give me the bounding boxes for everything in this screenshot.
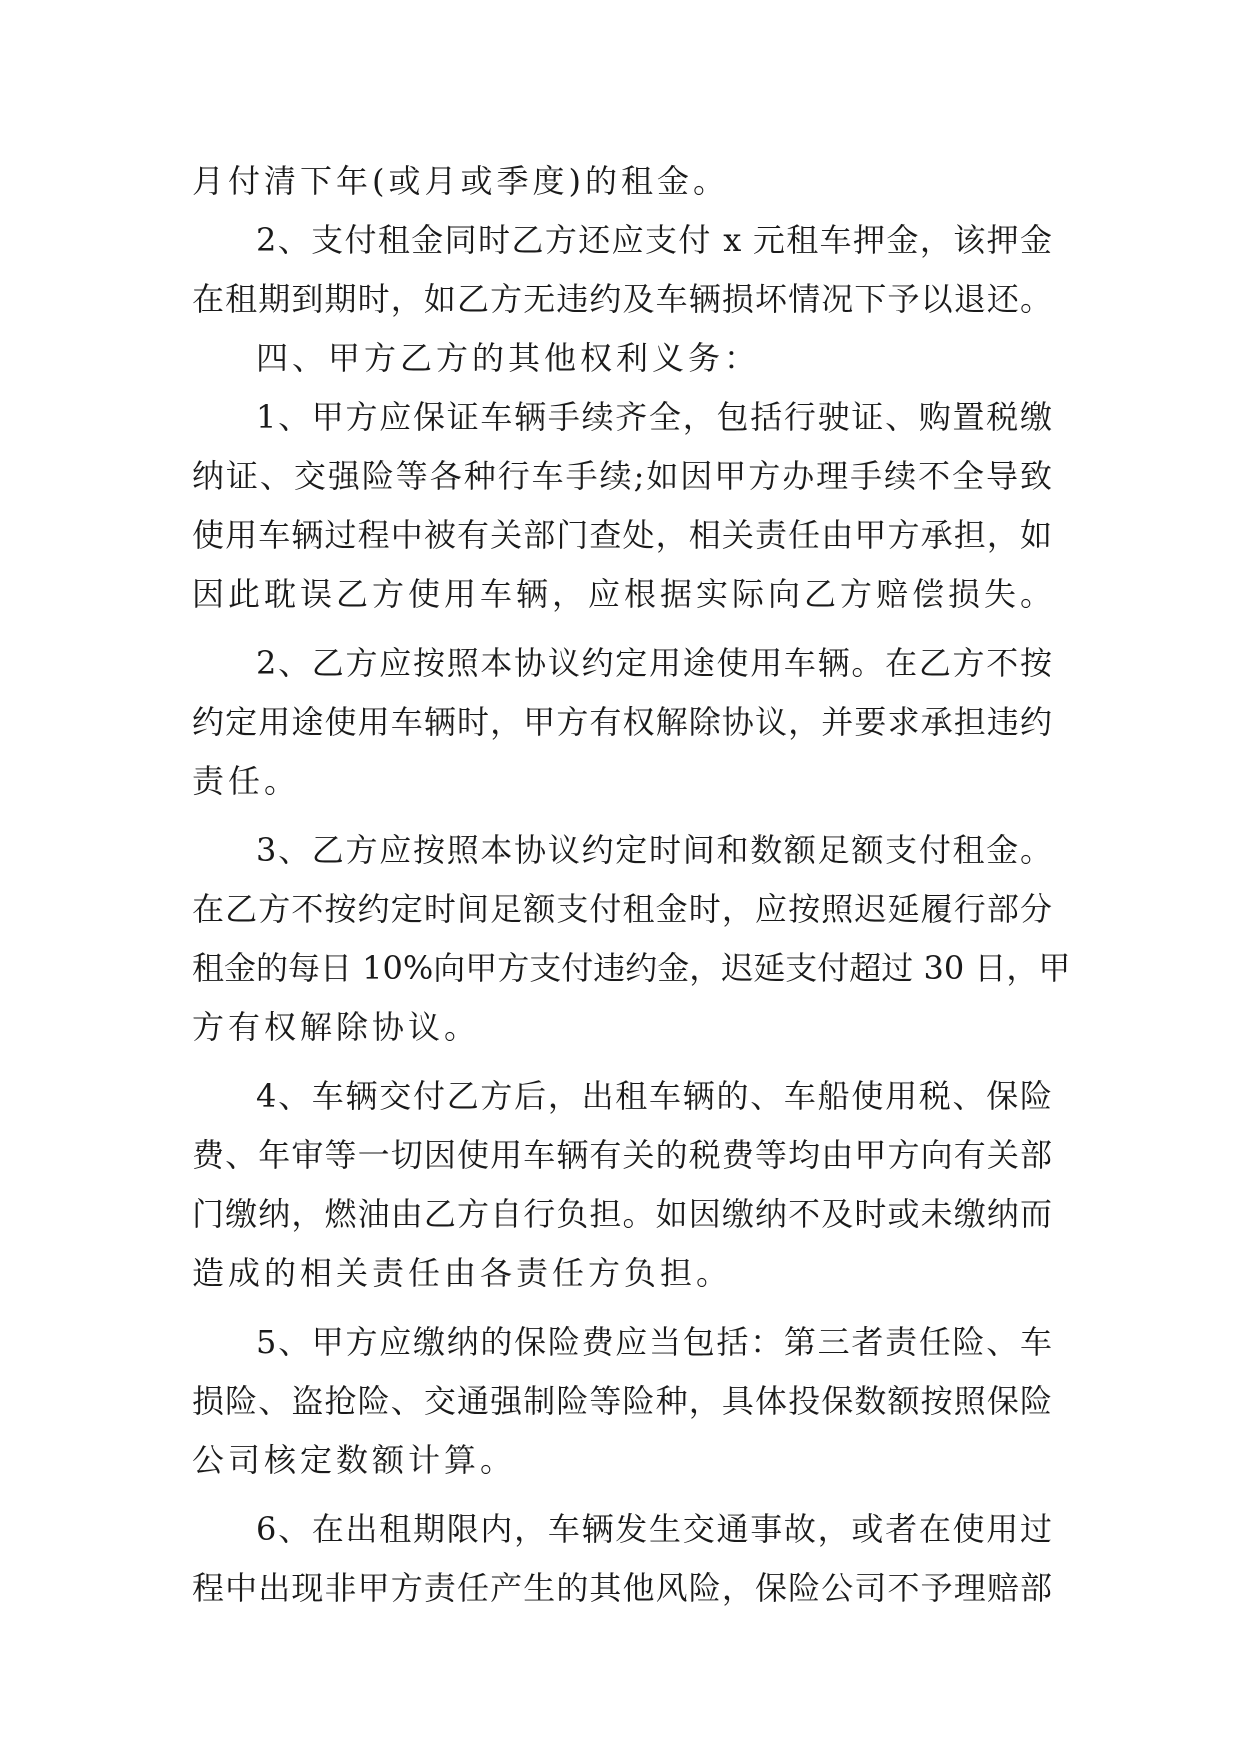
text-line: 使用车辆过程中被有关部门查处，相关责任由甲方承担，如 xyxy=(192,516,1052,554)
text-line: 费、年审等一切因使用车辆有关的税费等均由甲方向有关部 xyxy=(192,1136,1052,1174)
paragraph-gap xyxy=(192,811,1052,821)
paragraph-gap xyxy=(192,624,1052,634)
text-line: 5、甲方应缴纳的保险费应当包括：第三者责任险、车 xyxy=(256,1323,1052,1361)
text-line: 租金的每日 10%向甲方支付违约金，迟延支付超过 30 日，甲 xyxy=(192,949,1071,987)
text-line: 公司核定数额计算。 xyxy=(192,1441,517,1479)
text-line: 2、支付租金同时乙方还应支付 x 元租车押金，该押金 xyxy=(256,221,1052,259)
text-line: 责任。 xyxy=(192,762,301,800)
text-line: 约定用途使用车辆时，甲方有权解除协议，并要求承担违约 xyxy=(192,703,1052,741)
text-line: 月付清下年(或月或季度)的租金。 xyxy=(192,162,729,200)
text-line: 造成的相关责任由各责任方负担。 xyxy=(192,1254,733,1292)
text-line: 纳证、交强险等各种行车手续;如因甲方办理手续不全导致 xyxy=(192,457,1052,495)
text-line: 因此耽误乙方使用车辆，应根据实际向乙方赔偿损失。 xyxy=(192,575,1057,613)
paragraph-gap xyxy=(192,1057,1052,1067)
text-line: 门缴纳，燃油由乙方自行负担。如因缴纳不及时或未缴纳而 xyxy=(192,1195,1052,1233)
text-line: 4、车辆交付乙方后，出租车辆的、车船使用税、保险 xyxy=(256,1077,1052,1115)
text-line: 3、乙方应按照本协议约定时间和数额足额支付租金。 xyxy=(256,831,1052,869)
paragraph-gap xyxy=(192,1303,1052,1313)
text-line: 2、乙方应按照本协议约定用途使用车辆。在乙方不按 xyxy=(256,644,1052,682)
document-body xyxy=(192,152,1071,1618)
text-line: 程中出现非甲方责任产生的其他风险，保险公司不予理赔部 xyxy=(192,1569,1052,1607)
text-line: 在乙方不按约定时间足额支付租金时，应按照迟延履行部分 xyxy=(192,890,1052,928)
text-line: 四、甲方乙方的其他权利义务： xyxy=(256,339,761,377)
text-line: 1、甲方应保证车辆手续齐全，包括行驶证、购置税缴 xyxy=(256,398,1052,436)
paragraph-gap xyxy=(192,1490,1052,1500)
text-line: 方有权解除协议。 xyxy=(192,1008,481,1046)
text-line: 6、在出租期限内，车辆发生交通事故，或者在使用过 xyxy=(256,1510,1052,1548)
text-line: 损险、盗抢险、交通强制险等险种，具体投保数额按照保险 xyxy=(192,1382,1052,1420)
text-line: 在租期到期时，如乙方无违约及车辆损坏情况下予以退还。 xyxy=(192,280,1052,318)
